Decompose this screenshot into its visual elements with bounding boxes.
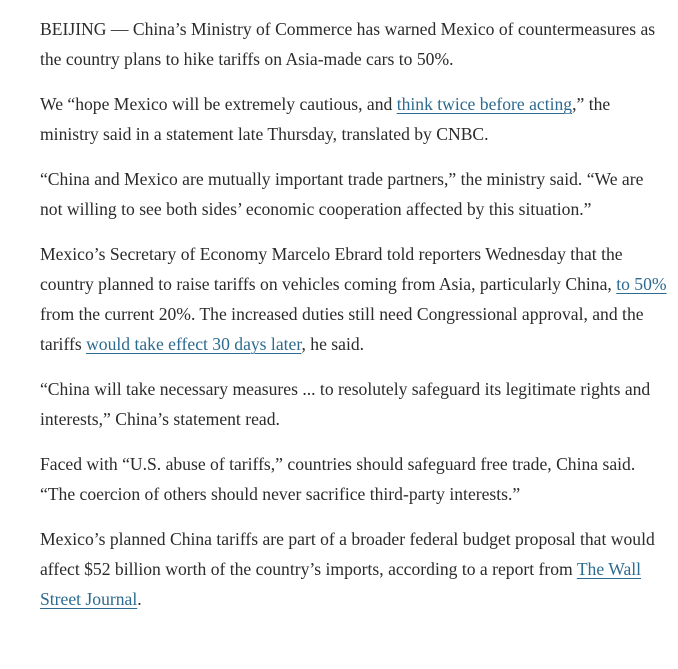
paragraph-text: Faced with “U.S. abuse of tariffs,” countries should safeguard free trade, China said. “The coercion of others should never sacrifice third-party interests.”: [40, 454, 636, 504]
link-wall-street-journal[interactable]: The Wall Street Journal: [40, 559, 642, 609]
paragraph-text: , he said.: [301, 334, 365, 354]
paragraph-text: Mexico’s planned China tariffs are part of a broader federal budget proposal that would affect $52 billion worth of the country’s imports, according to a report from: [40, 529, 655, 579]
paragraph-text: “China will take necessary measures ... to resolutely safeguard its legitimate rights and interests,” China’s statement read.: [40, 379, 651, 429]
paragraph-text: ,” the ministry said in a statement late Thursday, translated by CNBC.: [40, 94, 611, 144]
paragraph-quote-caution: [40, 89, 670, 149]
paragraph-text: BEIJING — China’s Ministry of Commerce has warned Mexico of countermeasures as the country plans to hike tariffs on Asia-made cars to 50%.: [40, 19, 656, 69]
paragraph-ebrard: [40, 239, 670, 359]
paragraph-text: Mexico’s Secretary of Economy Marcelo Ebrard told reporters Wednesday that the country planned to raise tariffs on vehicles coming from Asia, particularly China,: [40, 244, 623, 294]
paragraph-text: .: [137, 589, 142, 609]
paragraph-free-trade: [40, 449, 670, 509]
paragraph-budget-proposal: [40, 524, 670, 614]
link-think-twice[interactable]: think twice before acting: [396, 94, 573, 114]
paragraph-text: We “hope Mexico will be extremely cautious, and: [40, 94, 397, 114]
link-to-50-percent[interactable]: to 50%: [616, 274, 667, 294]
paragraph-trade-partners: [40, 164, 670, 224]
paragraph-necessary-measures: [40, 374, 670, 434]
paragraph-text: from the current 20%. The increased duties still need Congressional approval, and the tariffs: [40, 304, 644, 354]
paragraph-dateline: [40, 14, 670, 74]
article-body: [40, 14, 670, 629]
link-take-effect[interactable]: would take effect 30 days later: [86, 334, 302, 354]
paragraph-text: “China and Mexico are mutually important trade partners,” the ministry said. “We are not willing to see both sides’ economic cooperation affected by this situation.”: [40, 169, 644, 219]
